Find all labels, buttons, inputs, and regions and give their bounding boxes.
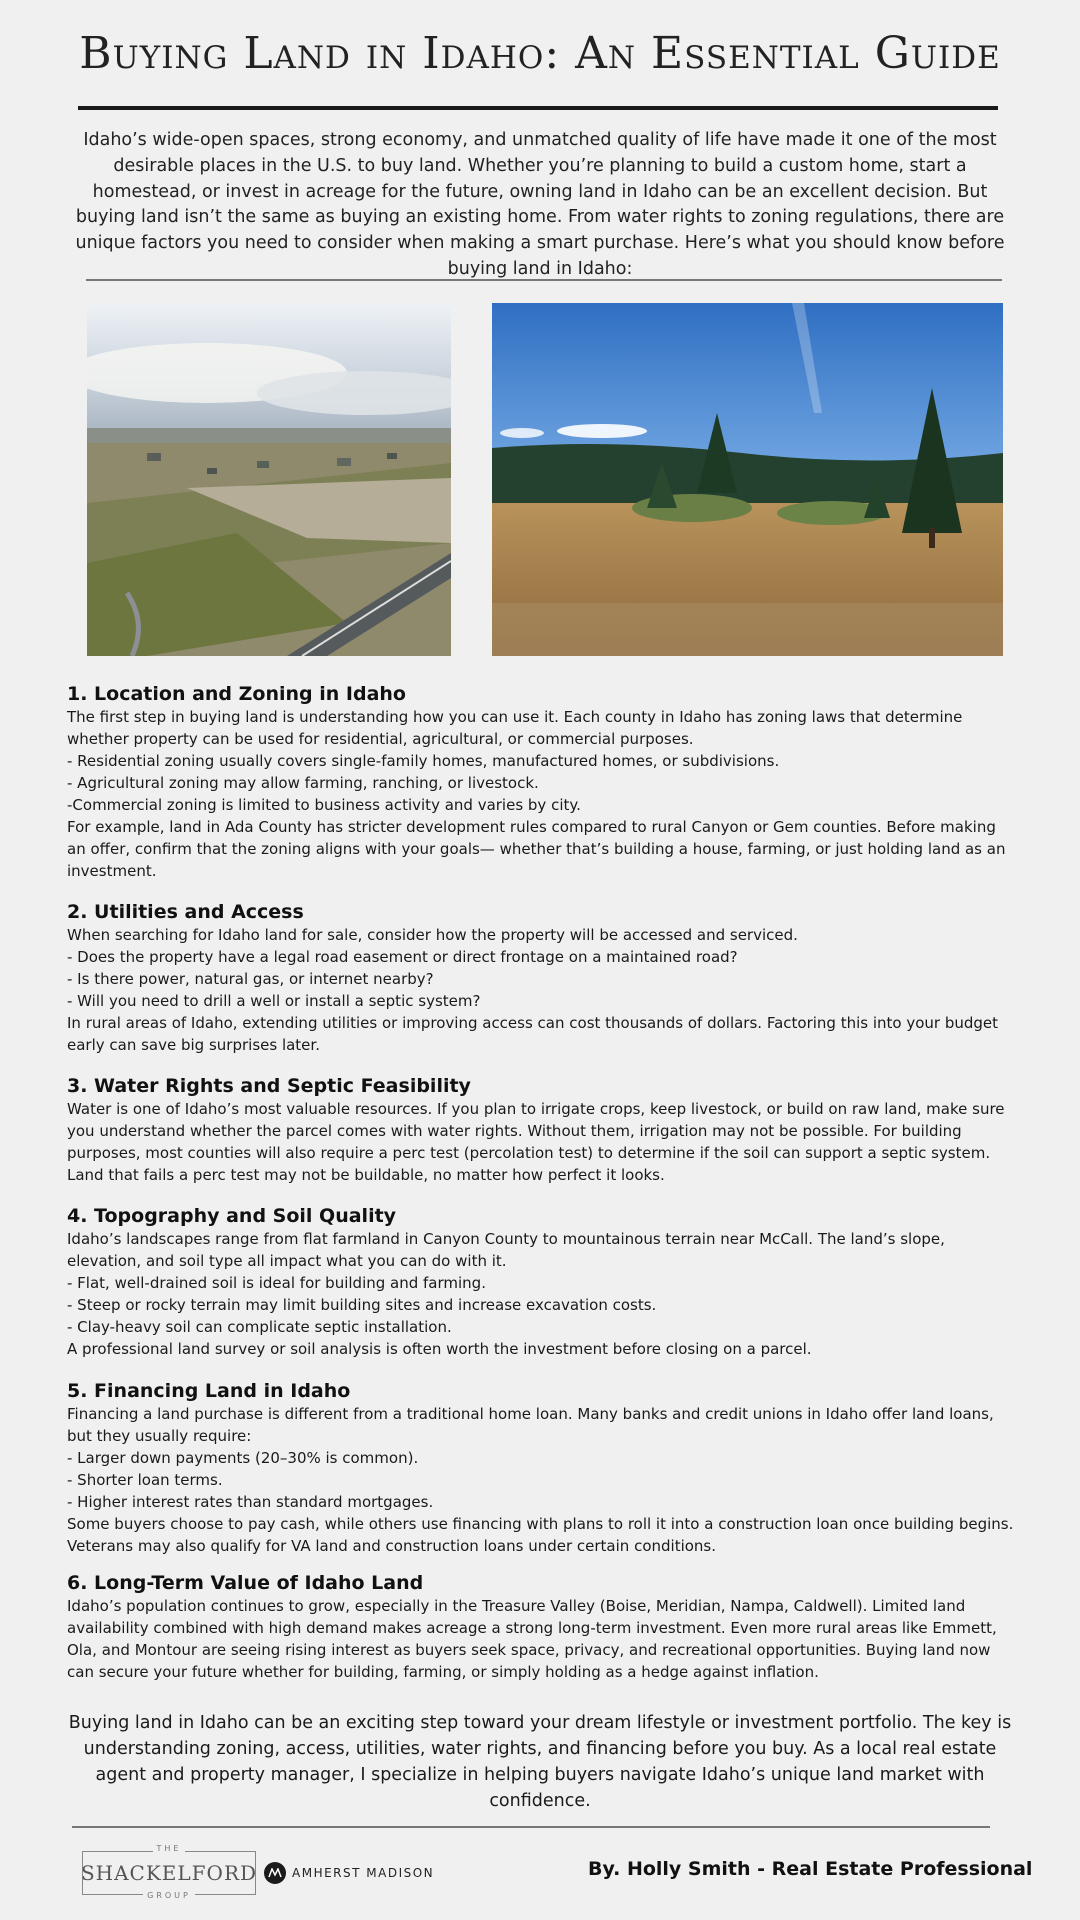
title-divider (78, 106, 998, 110)
section-bullet: - Will you need to drill a well or install a septic system? (67, 992, 481, 1010)
section-bullet: - Steep or rocky terrain may limit building sites and increase excavation costs. (67, 1296, 657, 1314)
footer-divider (72, 1826, 990, 1828)
section-location-zoning (67, 682, 1015, 882)
author-byline: By. Holly Smith - Real Estate Professional (588, 1858, 1033, 1880)
section-bullet: - Higher interest rates than standard mortgages. (67, 1493, 434, 1511)
section-bullet: - Flat, well-drained soil is ideal for building and farming. (67, 1274, 486, 1292)
section-utilities-access (67, 900, 1015, 1056)
section-heading: 2. Utilities and Access (67, 901, 304, 923)
intro-paragraph: Idaho’s wide-open spaces, strong economy, and unmatched quality of life have made it one of the most desirable places in the U.S. to buy land. Whether you’re planning to build a custom home, start a homestead, or invest in acreage for the future, owning land in Idaho can be an excellent decision. But buying land isn’t the same as buying an existing home. From water rights to zoning regulations, there are unique factors you need to consider when making a smart purchase. Here’s what you should know before buying land in Idaho: (75, 130, 1005, 279)
section-text: For example, land in Ada County has stricter development rules compared to rural Canyon or Gem counties. Before making an offer, confirm that the zoning aligns with your goals— whether that’s building a house, farming, or just holding land as an investment. (67, 818, 1006, 880)
section-long-term-value (67, 1571, 1015, 1683)
page-title: Buying Land in Idaho: An Essential Guide (79, 28, 1001, 79)
section-text: When searching for Idaho land for sale, consider how the property will be accessed and serviced. (67, 926, 798, 944)
section-bullet: - Larger down payments (20–30% is common). (67, 1449, 419, 1467)
shackelford-group-logo (80, 1844, 258, 1900)
section-text: A professional land survey or soil analysis is often worth the investment before closing on a parcel. (67, 1340, 812, 1358)
section-text: Water is one of Idaho’s most valuable resources. If you plan to irrigate crops, keep livestock, or build on raw land, make sure you understand whether the parcel comes with water rights. Without them, irrigation may not be possible. For building purposes, most counties will also require a perc test (percolation test) to determine if the soil can support a septic system. Land that fails a perc test may not be buildable, no matter how perfect it looks. (67, 1100, 1005, 1184)
amherst-madison-logo (264, 1862, 434, 1884)
section-heading: 4. Topography and Soil Quality (67, 1205, 397, 1227)
section-text: Idaho’s population continues to grow, especially in the Treasure Valley (Boise, Meridian, Nampa, Caldwell). Limited land availability combined with high demand makes acreage a strong long-term investment. Even more rural areas like Emmett, Ola, and Montour are seeing rising interest as buyers seek space, privacy, and recreational opportunities. Buying land now can secure your future whether for building, farming, or simply holding as a hedge against inflation. (67, 1597, 997, 1681)
section-bullet: - Agricultural zoning may allow farming, ranching, or livestock. (67, 774, 539, 792)
section-heading: 1. Location and Zoning in Idaho (67, 683, 406, 705)
logo-name-text: SHACKELFORD (80, 1861, 258, 1885)
section-text: Some buyers choose to pay cash, while others use financing with plans to roll it into a construction loan once building begins. Veterans may also qualify for VA land and construction loans under certain conditions. (67, 1515, 1014, 1555)
section-water-rights (67, 1074, 1015, 1186)
section-bullet: - Clay-heavy soil can complicate septic installation. (67, 1318, 452, 1336)
meadow-pines-photo (492, 303, 1003, 656)
section-heading: 3. Water Rights and Septic Feasibility (67, 1075, 471, 1097)
section-heading: 5. Financing Land in Idaho (67, 1380, 351, 1402)
section-financing (67, 1379, 1015, 1557)
section-text: Idaho’s landscapes range from flat farmland in Canyon County to mountainous terrain near McCall. The land’s slope, elevation, and soil type all impact what you can do with it. (67, 1230, 945, 1270)
intro-divider (86, 279, 1002, 281)
section-text: Financing a land purchase is different from a traditional home loan. Many banks and credit unions in Idaho offer land loans, but they usually require: (67, 1405, 994, 1445)
aerial-farmland-photo (87, 303, 451, 656)
section-bullet: - Is there power, natural gas, or internet nearby? (67, 970, 434, 988)
logo-group-text: GROUP (143, 1891, 195, 1900)
section-bullet: - Does the property have a legal road easement or direct frontage on a maintained road? (67, 948, 738, 966)
section-bullet: -Commercial zoning is limited to business activity and varies by city. (67, 796, 581, 814)
closing-paragraph: Buying land in Idaho can be an exciting step toward your dream lifestyle or investment portfolio. The key is understanding zoning, access, utilities, water rights, and financing before you buy. As a local real estate agent and property manager, I specialize in helping buyers navigate Idaho’s unique land market with confidence. (68, 1713, 1012, 1811)
section-topography-soil (67, 1204, 1015, 1360)
section-heading: 6. Long-Term Value of Idaho Land (67, 1572, 424, 1594)
logo-the-text: THE (153, 1844, 186, 1853)
section-text: The first step in buying land is understanding how you can use it. Each county in Idaho has zoning laws that determine whether property can be used for residential, agricultural, or commercial purposes. (67, 708, 963, 748)
section-text: In rural areas of Idaho, extending utilities or improving access can cost thousands of dollars. Factoring this into your budget early can save big surprises later. (67, 1014, 999, 1054)
brokerage-name: AMHERST MADISON (292, 1866, 435, 1880)
section-bullet: - Shorter loan terms. (67, 1471, 223, 1489)
amherst-madison-mark-icon (264, 1862, 286, 1884)
section-bullet: - Residential zoning usually covers single-family homes, manufactured homes, or subdivisions. (67, 752, 780, 770)
